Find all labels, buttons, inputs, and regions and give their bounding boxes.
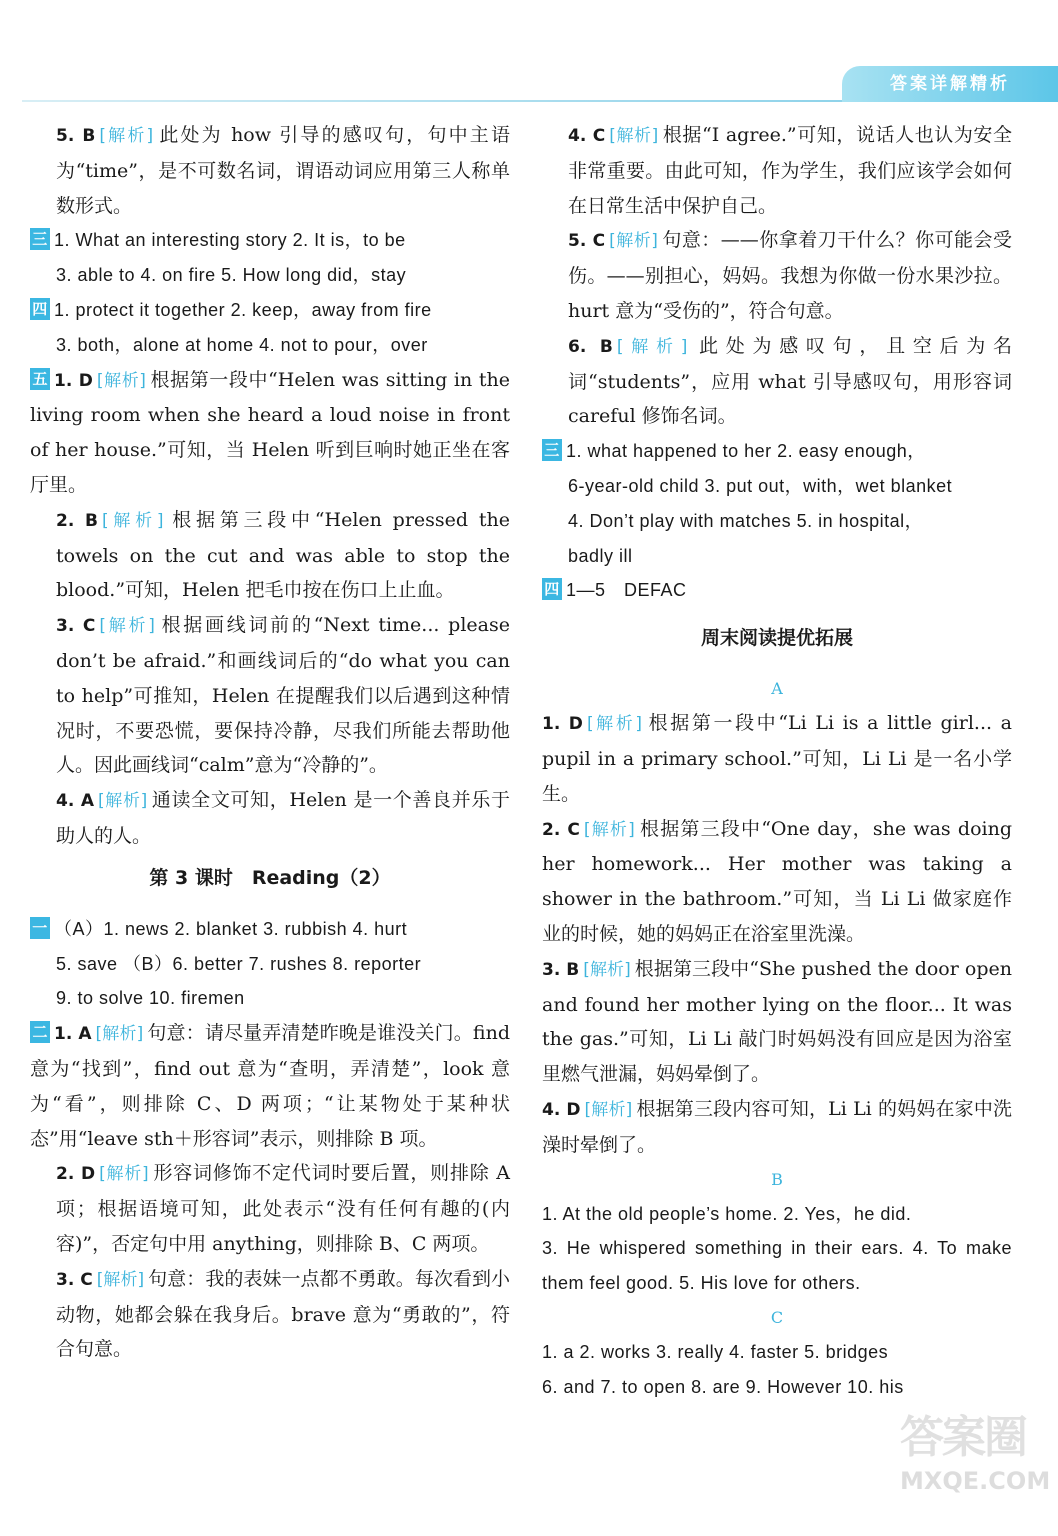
analysis-tag: [解析] [583, 819, 635, 840]
section-4-answers: 四 1—5 DEFAC [542, 573, 1012, 608]
analysis-tag: [解析] [584, 1099, 633, 1120]
section-marker: 四 [30, 298, 50, 320]
answer-item: 5. B [解析] 此处为 how 引导的感叹句，句中主语为“time”，是不可数名词，谓语动词应用第三人称单数形式。 [56, 124, 510, 217]
analysis-tag: [解析] [583, 959, 631, 980]
passage-letter-c: C [770, 1307, 784, 1327]
answer-item: 6. B [解析] 此处为感叹句，且空后为名词“students”，应用 what 引导感叹句，用形容词 careful 修饰名词。 [568, 334, 1012, 428]
analysis-tag: [解析] [98, 791, 148, 812]
section-marker: 三 [542, 439, 562, 461]
watermark-logo: 答案圈 MXQE.COM [900, 1412, 1051, 1495]
section-1-answers: 一 （A）1. news 2. blanket 3. rubbish 4. hurt 5. save （B）6. better 7. rushes 8. reporter 9. to solve 10. firemen [30, 912, 510, 1016]
header-rule [22, 100, 842, 102]
answer-item: 5. C [解析] 句意：——你拿着刀干什么？你可能会受伤。——别担心，妈妈。我想为你做一份水果沙拉。hurt 意为“受伤的”，符合句意。 [568, 229, 1012, 322]
answer-item: 4. C [解析] 根据“I agree.”可知，说话人也认为安全非常重要。由此可知，作为学生，我们应该学会如何在日常生活中保护自己。 [568, 124, 1012, 217]
passage-letter-a: A [771, 679, 783, 699]
analysis-tag: [解析] [609, 126, 659, 146]
passage-letter-b: B [771, 1169, 783, 1189]
section-5-answers: 五 1. D [解析] 根据第一段中“Helen was sitting in the living room when she heard a loud noise in front of her house.”可知，当 Helen 听到巨响时她正坐在客厅里。 2. B [解析] 根据第三段中“Helen pressed the towels on the cut and was able to stop the blood.”可知，Helen 把毛巾按在伤口上止血。 3. C [解析] 根据画线词前的“Next time... please don’t be afraid.”和画线词后的“do what you can to help”可推知，Helen 在提醒我们以后遇到这种情况时，不要恐慌，要保持冷静，尽我们所能去帮助他人。因此画线词“calm”意为“冷静的”。 4. A [解析] 通读全文可知，Helen 是一个善良并乐于助人的人。 [30, 368, 510, 847]
section-2-answers: 二 1. A [解析] 句意：请尽量弄清楚昨晚是谁没关门。find 意为“找到”，find out 意为“查明，弄清楚”，look 意为“看”，则排除 C、D 两项；“让某物处于某种状态”用“leave sth＋形容词”表示，则排除 B 项。 2. D [解析] 形容词修饰不定代词时要后置，则排除 A 项；根据语境可知，此处表示“没有任何有趣的(内容)”，否定句中用 anything，则排除 B、C 两项。 3. C [解析] 句意：我的表妹一点都不勇敢。每次看到小动物，她都会躲在我身后。brave 意为“勇敢的”，符合句意。 [30, 1022, 511, 1361]
analysis-tag: [解析] [616, 336, 688, 357]
passage-c-answers: 1. a 2. works 3. really 4. faster 5. bridges 6. and 7. to open 8. are 9. However 10. his [542, 1341, 904, 1397]
section-marker: 五 [30, 368, 50, 390]
section-3-answers: 三 1. What an interesting story 2. It is，to be 3. able to 4. on fire 5. How long did，stay [30, 223, 510, 293]
section-3-answers: 三 1. what happened to her 2. easy enough， 6-year-old child 3. put out，with，wet blanket 4. Don’t play with matches 5. in hospital， badly ill [542, 434, 1012, 573]
analysis-tag: [解析] [95, 1024, 144, 1045]
analysis-tag: [解析] [586, 714, 643, 735]
analysis-tag: [解析] [609, 231, 658, 252]
section-marker: 四 [542, 578, 562, 600]
passage-b-answers: 1. At the old people’s home. 2. Yes，he did. 3. He whispered something in their ears. 4. To make them feel good. 5. His love for others. [542, 1203, 1012, 1294]
section-marker: 三 [30, 228, 50, 250]
section-marker: 二 [30, 1021, 50, 1043]
weekend-reading-title: 周末阅读提优拓展 [700, 627, 853, 650]
analysis-tag: [解析] [99, 126, 154, 146]
analysis-tag: [解析] [96, 1269, 145, 1290]
analysis-tag: [解析] [99, 616, 155, 637]
passage-a-answers: 1. D [解析] 根据第一段中“Li Li is a little girl... a pupil in a primary school.”可知，Li Li 是一名小学生。 2. C [解析] 根据第三段中“One day，she was doing her homework... Her mother was taking a shower in the bathroom.”可知，当 Li Li 做家庭作业的时候，她的妈妈正在浴室里洗澡。 3. B [解析] 根据第三段中“She pushed the door open and found her mother lying on the floor... It was the gas.”可知，Li Li 敲门时妈妈没有回应是因为浴室里燃气泄漏，妈妈晕倒了。 4. D [解析] 根据第三段内容可知，Li Li 的妈妈在家中洗澡时晕倒了。 [542, 712, 1013, 1156]
analysis-tag: [解析] [99, 1164, 149, 1185]
analysis-tag: [解析] [96, 370, 146, 391]
right-column [542, 118, 1012, 1405]
lesson-title: 第 3 课时 Reading（2） [149, 866, 391, 889]
header-title: 答案详解精析 [842, 66, 1058, 102]
left-column [30, 118, 510, 1367]
section-4-answers: 四 1. protect it together 2. keep，away from fire 3. both，alone at home 4. not to pour，over [30, 293, 510, 363]
section-marker: 一 [30, 917, 50, 939]
analysis-tag: [解析] [101, 510, 164, 531]
